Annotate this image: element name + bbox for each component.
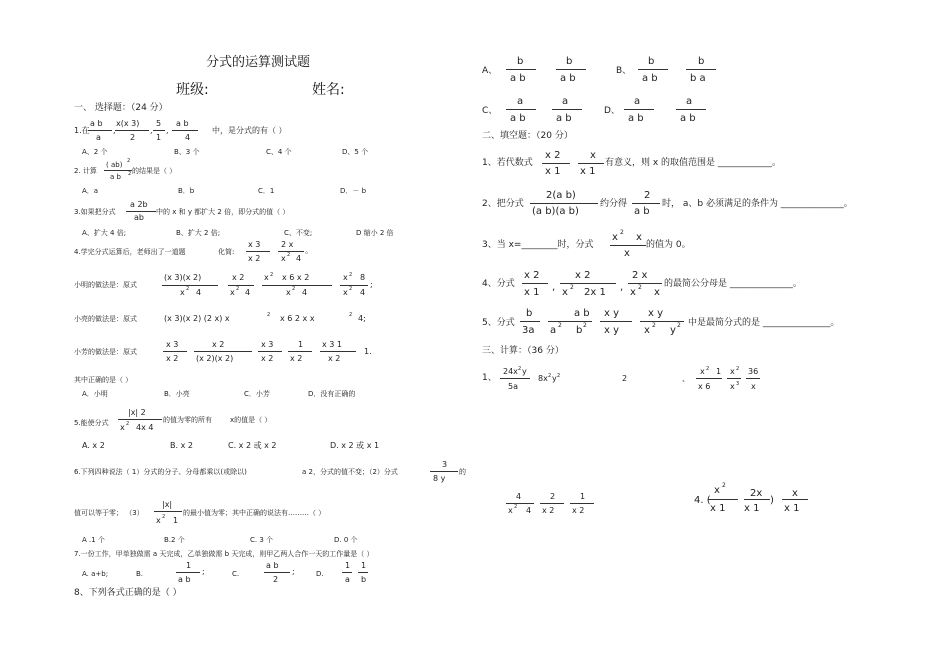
- q7-c-frac-num: a b: [266, 561, 279, 570]
- q3-stem: 中的 x 和 y 都扩大 2 倍，即分式的值（ ）: [156, 208, 290, 216]
- xm-frac4-den: x: [343, 288, 348, 297]
- fill4-frac3-num: 2 x: [632, 270, 648, 281]
- q1-frac3-line: [153, 130, 165, 131]
- calc2-frac3-line: [746, 378, 760, 379]
- q7-b-end: ;: [202, 567, 205, 576]
- fill4-frac1-num: x 2: [524, 270, 540, 281]
- xm-frac2-num: x 2: [232, 273, 245, 282]
- q5-option-c[interactable]: C. x 2 或 x 2: [228, 441, 277, 450]
- q8-a-frac1-num: b: [517, 56, 524, 67]
- q5-option-b[interactable]: B. x 2: [170, 441, 193, 450]
- xm-frac4-line: [340, 285, 368, 286]
- q8-d-frac1-den: a b: [628, 113, 644, 124]
- q5-frac-line: [118, 419, 162, 420]
- q2-frac-num: ( ab): [106, 161, 123, 169]
- fill4-frac3-den-tail: x: [654, 287, 660, 298]
- fill5-frac2-num: a b: [574, 308, 590, 319]
- fill2-stem: 时， a、b 必须满足的条件为 ______________。: [662, 199, 853, 209]
- fill3-frac-num-tail: x: [636, 232, 642, 243]
- q8-a-frac2-den: a b: [560, 73, 576, 84]
- xm-frac1-den: x: [180, 288, 185, 297]
- q1-frac4-den: 4: [185, 133, 191, 142]
- q2-option-b[interactable]: B．b: [178, 187, 195, 195]
- fill5-frac3-line: [600, 321, 632, 322]
- q2-frac-den-exp: 2: [128, 171, 132, 177]
- xm-frac1-num: (x 3)(x 2): [164, 273, 202, 282]
- calc3-frac1-line: [506, 503, 534, 504]
- calc4-frac3-line: [782, 499, 808, 500]
- xf-frac3-num: x 3: [261, 340, 274, 349]
- q8-c-frac1-den: a b: [510, 113, 526, 124]
- fill5-frac1-line: [520, 321, 540, 322]
- fill3-frac-den: x: [624, 248, 630, 259]
- calc3-frac2-den: x 2: [542, 506, 555, 515]
- q6-stem-part4: 的最小值为零；其中正确的说法有………（ ）: [183, 509, 326, 517]
- q5-prefix: 5.能使分式: [74, 419, 109, 427]
- calc2-frac2-den: x: [730, 382, 735, 391]
- xm-frac3-line: [262, 285, 332, 286]
- calc4-frac3-num: x: [792, 488, 798, 499]
- q6-frac2-line: [154, 511, 182, 512]
- xf-frac4-den: x 2: [290, 354, 303, 363]
- q8-b-frac1-den: a b: [642, 73, 658, 84]
- xm-frac2-den-tail: 4: [245, 288, 251, 297]
- xf-label: 小芳的做法是：原式: [74, 348, 137, 356]
- xf-frac4-line: [288, 351, 312, 352]
- calc3-frac3-num: 1: [580, 492, 586, 501]
- q4-frac2-line: [278, 251, 304, 252]
- q1-frac4-line: [172, 130, 198, 131]
- xm-frac3-den-tail: 4: [302, 288, 308, 297]
- q2-prefix: 2. 计算: [74, 167, 97, 175]
- q4-frac2-den: x: [281, 254, 286, 263]
- calc3-frac3-den: x 2: [572, 506, 585, 515]
- q3-option-a[interactable]: A、扩大 4 倍;: [82, 229, 127, 237]
- calc1-mid-exp: 2: [548, 373, 552, 379]
- q7-d-frac1-line: [342, 572, 352, 573]
- name-label: 姓名:: [312, 82, 345, 98]
- fill2-frac2-den: a b: [634, 206, 650, 217]
- q5-frac-num: |x| 2: [128, 408, 146, 417]
- fill5-frac4-den: x: [644, 325, 650, 336]
- fill3-frac-line: [610, 245, 646, 246]
- fill1-stem: 有意义，则 x 的取值范围是 ____________。: [605, 158, 781, 168]
- fill2-frac1-num: 2(a b): [546, 190, 576, 201]
- q1-comma: ,: [150, 126, 153, 135]
- fill1-prefix: 1、若代数式: [482, 158, 533, 168]
- fill1-frac1-num: x 2: [545, 150, 561, 161]
- q5-frac-den-exp: 2: [126, 421, 130, 427]
- xf-frac2-line: [194, 351, 252, 352]
- fill1-frac1-line: [542, 163, 570, 164]
- q3-frac-den: ab: [134, 213, 144, 222]
- calc1-mid-exp2: 2: [557, 373, 561, 379]
- xl-exp2: 2: [349, 312, 353, 318]
- q7-d-frac2-den: b: [361, 575, 367, 584]
- xm-frac1-den-tail: 4: [196, 288, 202, 297]
- xf-frac5-num: x 3 1: [322, 340, 342, 349]
- q8-a-frac1-den: a b: [510, 73, 526, 84]
- question-8-stem: 8、下列各式正确的是（ ）: [74, 588, 182, 598]
- fill5-frac1-num: b: [526, 308, 533, 319]
- q6-frac-num: 3: [442, 460, 448, 469]
- q5-frac-den-tail: 4x 4: [136, 423, 154, 432]
- calc3-frac1-den: x: [508, 506, 513, 515]
- fill5-frac2-den-tail: b: [576, 325, 583, 336]
- calc2-frac3-den: x: [751, 382, 756, 391]
- fill1-frac2-line: [578, 163, 604, 164]
- q1-option-b[interactable]: B、3 个: [174, 148, 200, 156]
- q6-frac-line: [430, 471, 458, 472]
- calc3-frac1-den-exp: 2: [514, 504, 518, 510]
- xf-frac3-line: [258, 351, 282, 352]
- xm-frac1-line: [162, 285, 218, 286]
- fill2-frac2-num: 2: [644, 190, 651, 201]
- q7-d-frac1-den: a: [345, 575, 350, 584]
- q4-frac2-den-exp: 2: [287, 252, 291, 258]
- page-title: 分式的运算测试题: [206, 55, 311, 70]
- xm-frac1-den-exp: 2: [186, 286, 190, 292]
- q2-frac-den: a b: [110, 173, 121, 181]
- q8-d-frac1-num: a: [634, 96, 641, 107]
- calc2-frac1-den: x 6: [698, 382, 711, 391]
- xf-frac3-den: x 2: [261, 354, 274, 363]
- q5-stem-tail: x的值是（ ）: [230, 416, 272, 424]
- q8-c-frac2-line: [552, 109, 582, 110]
- calc1-prefix: 1、: [482, 373, 497, 383]
- calc1-mid: 8x: [538, 374, 548, 383]
- q8-option-d-label[interactable]: D、: [604, 106, 620, 116]
- calc3-frac1-den-tail: 4: [526, 506, 532, 515]
- xf-frac5-line: [320, 351, 356, 352]
- q1-frac2-line: [115, 130, 149, 131]
- q7-b-frac-num: 1: [186, 561, 192, 570]
- fill3-frac-num-exp: 2: [620, 229, 624, 236]
- fill2-frac1-line: [530, 203, 598, 204]
- fill4-stem: 的最简公分母是 ______________。: [664, 279, 802, 289]
- q8-option-a-label[interactable]: A、: [482, 66, 498, 76]
- q7-option-c[interactable]: C.: [232, 570, 240, 578]
- q4-option-d[interactable]: D．没有正确的: [308, 390, 356, 398]
- fill2-prefix: 2、把分式: [482, 199, 524, 209]
- fill4-frac2-num: x 2: [575, 270, 591, 281]
- q7-d-frac2-num: 1: [361, 561, 367, 570]
- q7-c-end: ;: [292, 567, 295, 576]
- q2-stem: 的结果是（ ）: [132, 167, 177, 175]
- fill4-frac2-den: x: [562, 287, 568, 298]
- fill5-frac2-den-exp: 2: [558, 322, 562, 329]
- xf-frac2-den: (x 2)(x 2): [196, 354, 234, 363]
- q4-option-b[interactable]: B．小亮: [164, 390, 190, 398]
- fill4-frac2-den-tail: 2x 1: [584, 287, 606, 298]
- q1-frac3-den: 1: [156, 133, 162, 142]
- calc4-frac1-num: x: [714, 485, 720, 496]
- q6-stem-part1: 6.下列四种说法（ 1）分式的分子、分母都乘以(或除以): [74, 468, 247, 476]
- fill1-frac2-num: x: [590, 150, 596, 161]
- q8-b-frac2-line: [686, 69, 716, 70]
- q6-frac2-den-tail: 1: [173, 516, 179, 525]
- fill2-mid: 约分得: [600, 199, 628, 209]
- q4-ask: 其中正确的是（ ）: [74, 376, 133, 384]
- xm-frac4-num-exp: 2: [349, 272, 353, 278]
- q6-option-c[interactable]: C. 3 个: [250, 536, 274, 544]
- fill2-frac1-den: (a b)(a b): [532, 206, 579, 217]
- q2-frac-num-exp: 2: [127, 158, 131, 164]
- calc2-frac1-num-exp: 2: [706, 366, 710, 372]
- q1-comma: ,: [166, 126, 169, 135]
- calc2-number: 2: [622, 374, 628, 383]
- q5-stem: 的值为零的所有: [163, 416, 212, 424]
- q1-frac2-den: 2: [130, 133, 136, 142]
- q7-stem: 7.一份工作，甲单独做需 a 天完成，乙单独做需 b 天完成，则甲乙两人合作一天的工作量是（ ）: [74, 550, 374, 558]
- calc4-close-paren: ): [770, 495, 774, 506]
- q8-b-frac2-num: b: [698, 56, 705, 67]
- fill5-prefix: 5、分式: [482, 318, 515, 328]
- q7-c-frac-den: 2: [273, 575, 279, 584]
- q7-option-d[interactable]: D.: [316, 570, 324, 578]
- q6-option-a[interactable]: A .1 个: [82, 536, 105, 544]
- fill5-frac3-den: x y: [604, 325, 620, 336]
- xl-expr-part2: x 6 2 x x: [280, 314, 315, 323]
- q8-a-frac2-num: b: [566, 56, 573, 67]
- q1-prefix: 1.在: [74, 126, 90, 135]
- xf-frac1-num: x 3: [166, 340, 179, 349]
- calc3-frac2-line: [540, 503, 564, 504]
- fill4-frac2-line: [560, 283, 616, 284]
- calc2-frac1-num-tail: 1: [716, 367, 722, 376]
- q4-simplify-label: 化简:: [218, 248, 235, 256]
- q2-option-c[interactable]: C．1: [258, 187, 275, 195]
- fill4-frac1-line: [522, 283, 548, 284]
- fill4-frac3-den-exp: 2: [638, 284, 642, 291]
- xm-end: ;: [370, 280, 373, 289]
- xm-frac4-den-tail: 4: [360, 288, 366, 297]
- section-calc-heading: 三、计算：（36 分）: [482, 346, 564, 356]
- q4-prefix: 4.学完分式运算后，老师出了一道题: [74, 248, 186, 256]
- xm-label: 小明的做法是：原式: [74, 281, 137, 289]
- calc1-frac-num-exp: 2: [518, 366, 522, 372]
- calc4-frac2-num: 2x: [750, 488, 763, 499]
- q8-b-frac1-num: b: [648, 56, 655, 67]
- q8-a-frac1-line: [506, 69, 536, 70]
- calc1-mid-tail: y: [552, 374, 557, 383]
- xf-frac5-den: x 2: [328, 354, 341, 363]
- calc3-frac2-num: 2: [550, 492, 556, 501]
- fill1-frac1-den: x 1: [545, 166, 561, 177]
- q3-option-c[interactable]: C、不变;: [284, 229, 313, 237]
- xm-frac4-den-exp: 2: [349, 286, 353, 292]
- fill5-frac2-den-exp2: 2: [583, 322, 587, 329]
- fill5-frac4-num: x y: [648, 308, 664, 319]
- section-fill-heading: 二、填空题：（20 分）: [482, 131, 573, 141]
- q4-frac2-den-tail: 4: [296, 254, 302, 263]
- q1-comma: ,: [113, 126, 116, 135]
- q6-option-b[interactable]: B.2 个: [164, 536, 185, 544]
- fill2-frac2-line: [632, 203, 660, 204]
- fill4-comma: ,: [620, 282, 624, 293]
- q7-d-frac2-line: [358, 572, 368, 573]
- calc2-frac1-line: [696, 378, 722, 379]
- xm-frac3-num: x: [264, 273, 269, 282]
- q7-d-frac1-num: 1: [345, 561, 351, 570]
- xl-expr-part1: (x 3)(x 2) (2 x) x: [164, 314, 230, 323]
- q2-option-a[interactable]: A．a: [82, 187, 99, 195]
- q4-end: 。: [305, 246, 313, 255]
- q8-b-frac1-line: [638, 69, 668, 70]
- q6-frac2-num: |x|: [162, 500, 173, 509]
- xl-exp1: 2: [267, 312, 271, 318]
- q8-d-frac1-line: [624, 109, 654, 110]
- fill5-stem: 中是最简分式的是 _______________。: [688, 318, 840, 328]
- xl-label: 小亮的做法是：原式: [74, 315, 137, 323]
- fill5-frac1-den: 3a: [522, 325, 535, 336]
- calc1-frac-den: 5a: [508, 382, 518, 391]
- q6-stem-end: 的: [459, 468, 466, 476]
- q3-option-d[interactable]: D 缩小 2 倍: [356, 229, 394, 237]
- q4-frac1-line: [246, 251, 270, 252]
- fill1-frac2-den: x 1: [580, 166, 596, 177]
- xm-frac2-line: [228, 285, 254, 286]
- section-choice-heading: 一、 选择题：（24 分）: [74, 103, 168, 113]
- q1-frac1-num: a b: [90, 119, 103, 128]
- q1-frac4-num: a b: [176, 119, 189, 128]
- xm-frac2-den: x: [230, 288, 235, 297]
- q2-option-d[interactable]: D．－ b: [340, 187, 367, 195]
- calc4-frac2-line: [744, 499, 770, 500]
- q3-prefix: 3.如果把分式: [74, 208, 116, 216]
- fill4-frac3-den: x: [630, 287, 636, 298]
- xm-frac4-num-tail: 8: [360, 273, 366, 282]
- q8-d-frac2-den: a b: [680, 113, 696, 124]
- q6-stem-part3: 值可以等于零； （3）: [74, 509, 144, 517]
- xf-frac2-num: x 2: [212, 340, 225, 349]
- calc2-frac3-num: 36: [748, 367, 759, 376]
- q6-frac2-den: x: [156, 516, 161, 525]
- q3-frac-num: a 2b: [130, 200, 148, 209]
- q8-d-frac2-num: a: [686, 96, 693, 107]
- q6-stem-part2: a 2，分式的值不变；（2）分式: [302, 468, 398, 476]
- q7-c-frac-line: [264, 572, 290, 573]
- fill4-prefix: 4、分式: [482, 279, 515, 289]
- q4-frac1-den: x 2: [248, 254, 261, 263]
- xf-frac1-den: x 2: [166, 354, 179, 363]
- calc1-frac-num-tail: y: [522, 367, 527, 376]
- q8-c-frac1-line: [506, 109, 536, 110]
- calc3-frac3-line: [570, 503, 594, 504]
- q8-b-frac2-den: b a: [690, 73, 706, 84]
- fill3-frac-num: x: [612, 232, 618, 243]
- xl-expr-part3: 4;: [358, 314, 366, 323]
- q4-frac2-num: 2 x: [281, 240, 294, 249]
- xf-frac1-line: [163, 351, 187, 352]
- q3-frac-line: [126, 211, 156, 212]
- q1-stem: 中，是分式的有（ ）: [212, 126, 287, 135]
- q8-c-frac2-den: a b: [556, 113, 572, 124]
- q1-option-d[interactable]: D、5 个: [342, 148, 369, 156]
- q1-frac3-num: 5: [156, 119, 162, 128]
- calc2-frac2-num-exp: 2: [736, 366, 740, 372]
- calc3-frac1-num: 4: [516, 492, 522, 501]
- q1-option-a[interactable]: A、2 个: [82, 148, 108, 156]
- calc2-separator: 、: [682, 374, 690, 383]
- q3-option-b[interactable]: B、扩大 2 倍;: [176, 229, 221, 237]
- calc4-prefix: 4. (: [694, 495, 711, 506]
- calc4-frac1-num-exp: 2: [722, 482, 726, 489]
- q4-frac1-num: x 3: [248, 240, 261, 249]
- q7-option-b[interactable]: B.: [136, 570, 144, 578]
- fill3-prefix: 3、当 x=________时，分式: [482, 240, 594, 250]
- fill5-frac4-den-tail: y: [670, 325, 676, 336]
- q5-option-a[interactable]: A. x 2: [82, 441, 105, 450]
- fill5-frac2-den: a: [550, 325, 557, 336]
- class-label: 班级:: [176, 82, 209, 98]
- fill3-stem: 的值为 0。: [646, 240, 691, 250]
- fill4-frac3-line: [628, 283, 662, 284]
- calc2-frac2-num: x: [730, 367, 735, 376]
- q4-option-c[interactable]: C．小芳: [244, 390, 270, 398]
- fill4-comma: ,: [552, 282, 556, 293]
- q4-option-a[interactable]: A．小明: [82, 390, 108, 398]
- q6-option-d[interactable]: D. 0 个: [334, 536, 358, 544]
- q6-frac2-den-exp: 2: [162, 514, 166, 520]
- calc1-frac-line: [500, 378, 530, 379]
- q7-b-frac-line: [176, 572, 200, 573]
- xm-frac3-den: x: [286, 288, 291, 297]
- q6-frac-den: 8 y: [433, 474, 446, 483]
- xf-end: 1.: [364, 347, 372, 356]
- calc4-frac2-den: x 1: [744, 503, 760, 514]
- q7-option-a[interactable]: A. a+b;: [82, 570, 109, 578]
- calc4-frac1-line: [708, 499, 738, 500]
- fill5-frac4-den-exp2: 2: [677, 322, 681, 329]
- fill5-frac4-den-exp: 2: [652, 322, 656, 329]
- q8-a-frac2-line: [556, 69, 586, 70]
- xm-frac4-num: x: [343, 273, 348, 282]
- fill4-frac1-den: x 1: [524, 287, 540, 298]
- calc2-frac1-num: x: [700, 367, 705, 376]
- q5-option-d[interactable]: D. x 2 或 x 1: [330, 441, 380, 450]
- q8-d-frac2-line: [676, 109, 706, 110]
- fill4-frac2-den-exp: 2: [570, 284, 574, 291]
- q1-option-c[interactable]: C、4 个: [266, 148, 292, 156]
- q8-option-b-label[interactable]: B、: [616, 66, 632, 76]
- q8-c-frac2-num: a: [562, 96, 569, 107]
- xf-frac4-num: 1: [298, 340, 304, 349]
- calc4-frac3-den: x 1: [784, 503, 800, 514]
- calc2-frac2-den-exp: 3: [736, 381, 740, 387]
- xm-frac3-num-exp: 2: [270, 272, 274, 278]
- q1-frac1-den: a: [96, 133, 101, 142]
- calc1-frac-num: 24x: [503, 367, 518, 376]
- q5-frac-den: x: [120, 423, 125, 432]
- xm-frac3-den-exp: 2: [292, 286, 296, 292]
- q7-b-frac-den: a b: [178, 575, 191, 584]
- xm-frac2-den-exp: 2: [236, 286, 240, 292]
- calc4-frac1-den: x 1: [710, 503, 726, 514]
- q1-frac1-line: [88, 130, 112, 131]
- q8-c-frac1-num: a: [517, 96, 524, 107]
- q1-frac2-num: x(x 3): [116, 119, 140, 128]
- fill5-frac3-num: x y: [604, 308, 620, 319]
- q8-option-c-label[interactable]: C、: [482, 106, 498, 116]
- xm-frac3-num-tail: x 6 x 2: [282, 273, 310, 282]
